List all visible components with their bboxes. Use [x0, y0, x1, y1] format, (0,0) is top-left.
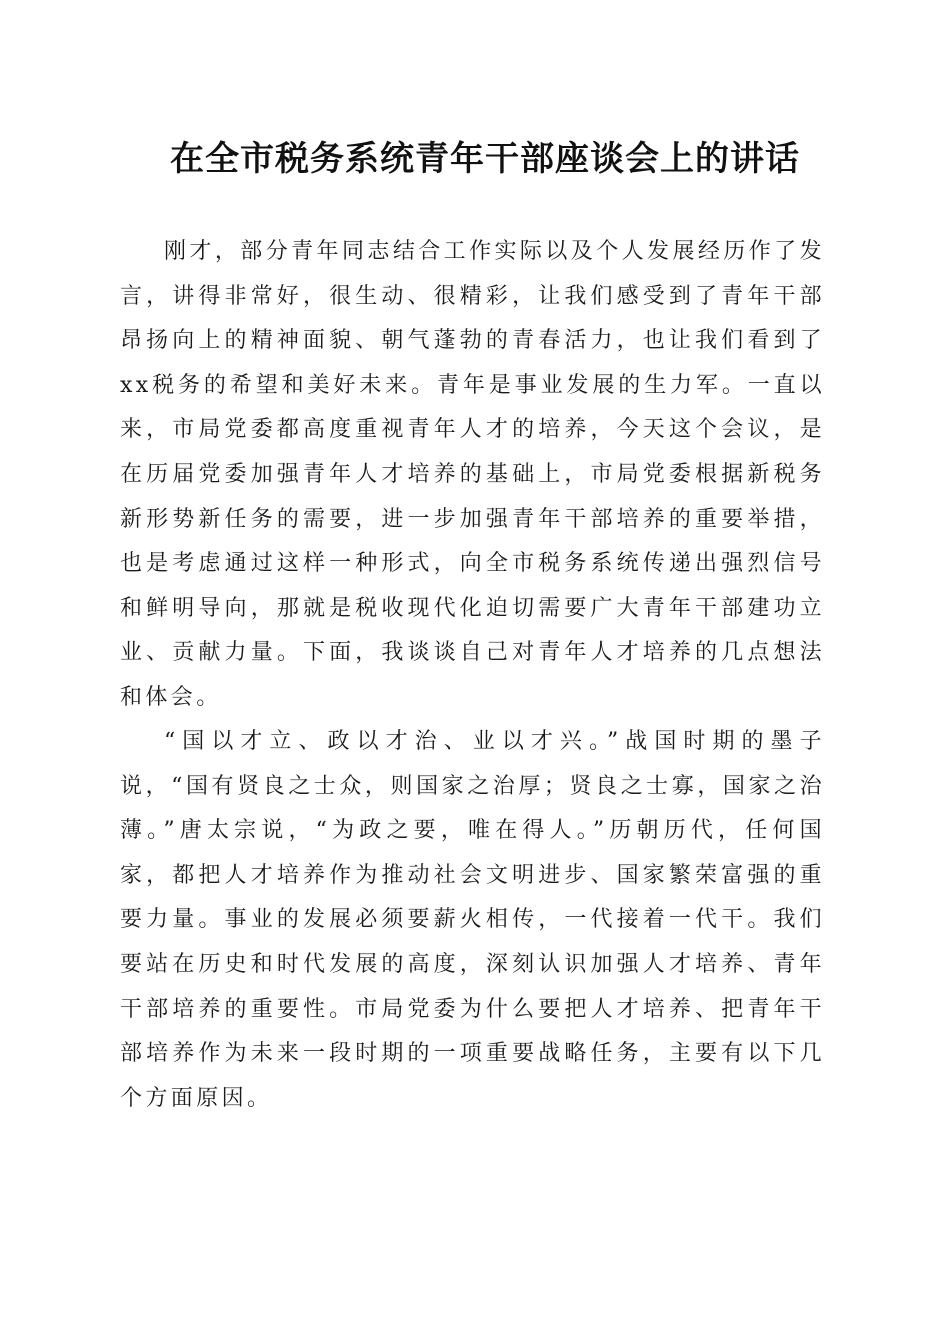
paragraph-2: “国以才立、政以才治、业以才兴。”战国时期的墨子说，“国有贤良之士众，则国家之治厚；贤良之士寡，国家之治薄。”唐太宗说，“为政之要，唯在得人。”历朝历代，任何国家，都把人才培养作为推动社会文明进步、国家繁荣富强的重要力量。事业的发展必须要薪火相传，一代接着一代干。我们要站在历史和时代发展的高度，深刻认识加强人才培养、青年干部培养的重要性。市局党委为什么要把人才培养、把青年干部培养作为未来一段时期的一项重要战略任务，主要有以下几个方面原因。: [120, 729, 825, 1111]
paragraph-1: 刚才，部分青年同志结合工作实际以及个人发展经历作了发言，讲得非常好，很生动、很精彩，让我们感受到了青年干部昂扬向上的精神面貌、朝气蓬勃的青春活力，也让我们看到了xx税务的希望和美好未来。青年是事业发展的生力军。一直以来，市局党委都高度重视青年人才的培养，今天这个会议，是在历届党委加强青年人才培养的基础上，市局党委根据新税务新形势新任务的需要，进一步加强青年干部培养的重要举措，也是考虑通过这样一种形式，向全市税务系统传递出强烈信号和鲜明导向，那就是税收现代化迫切需要广大青年干部建功立业、贡献力量。下面，我谈谈自己对青年人才培养的几点想法和体会。: [120, 239, 825, 710]
page-title: 在全市税务系统青年干部座谈会上的讲话: [170, 139, 800, 179]
